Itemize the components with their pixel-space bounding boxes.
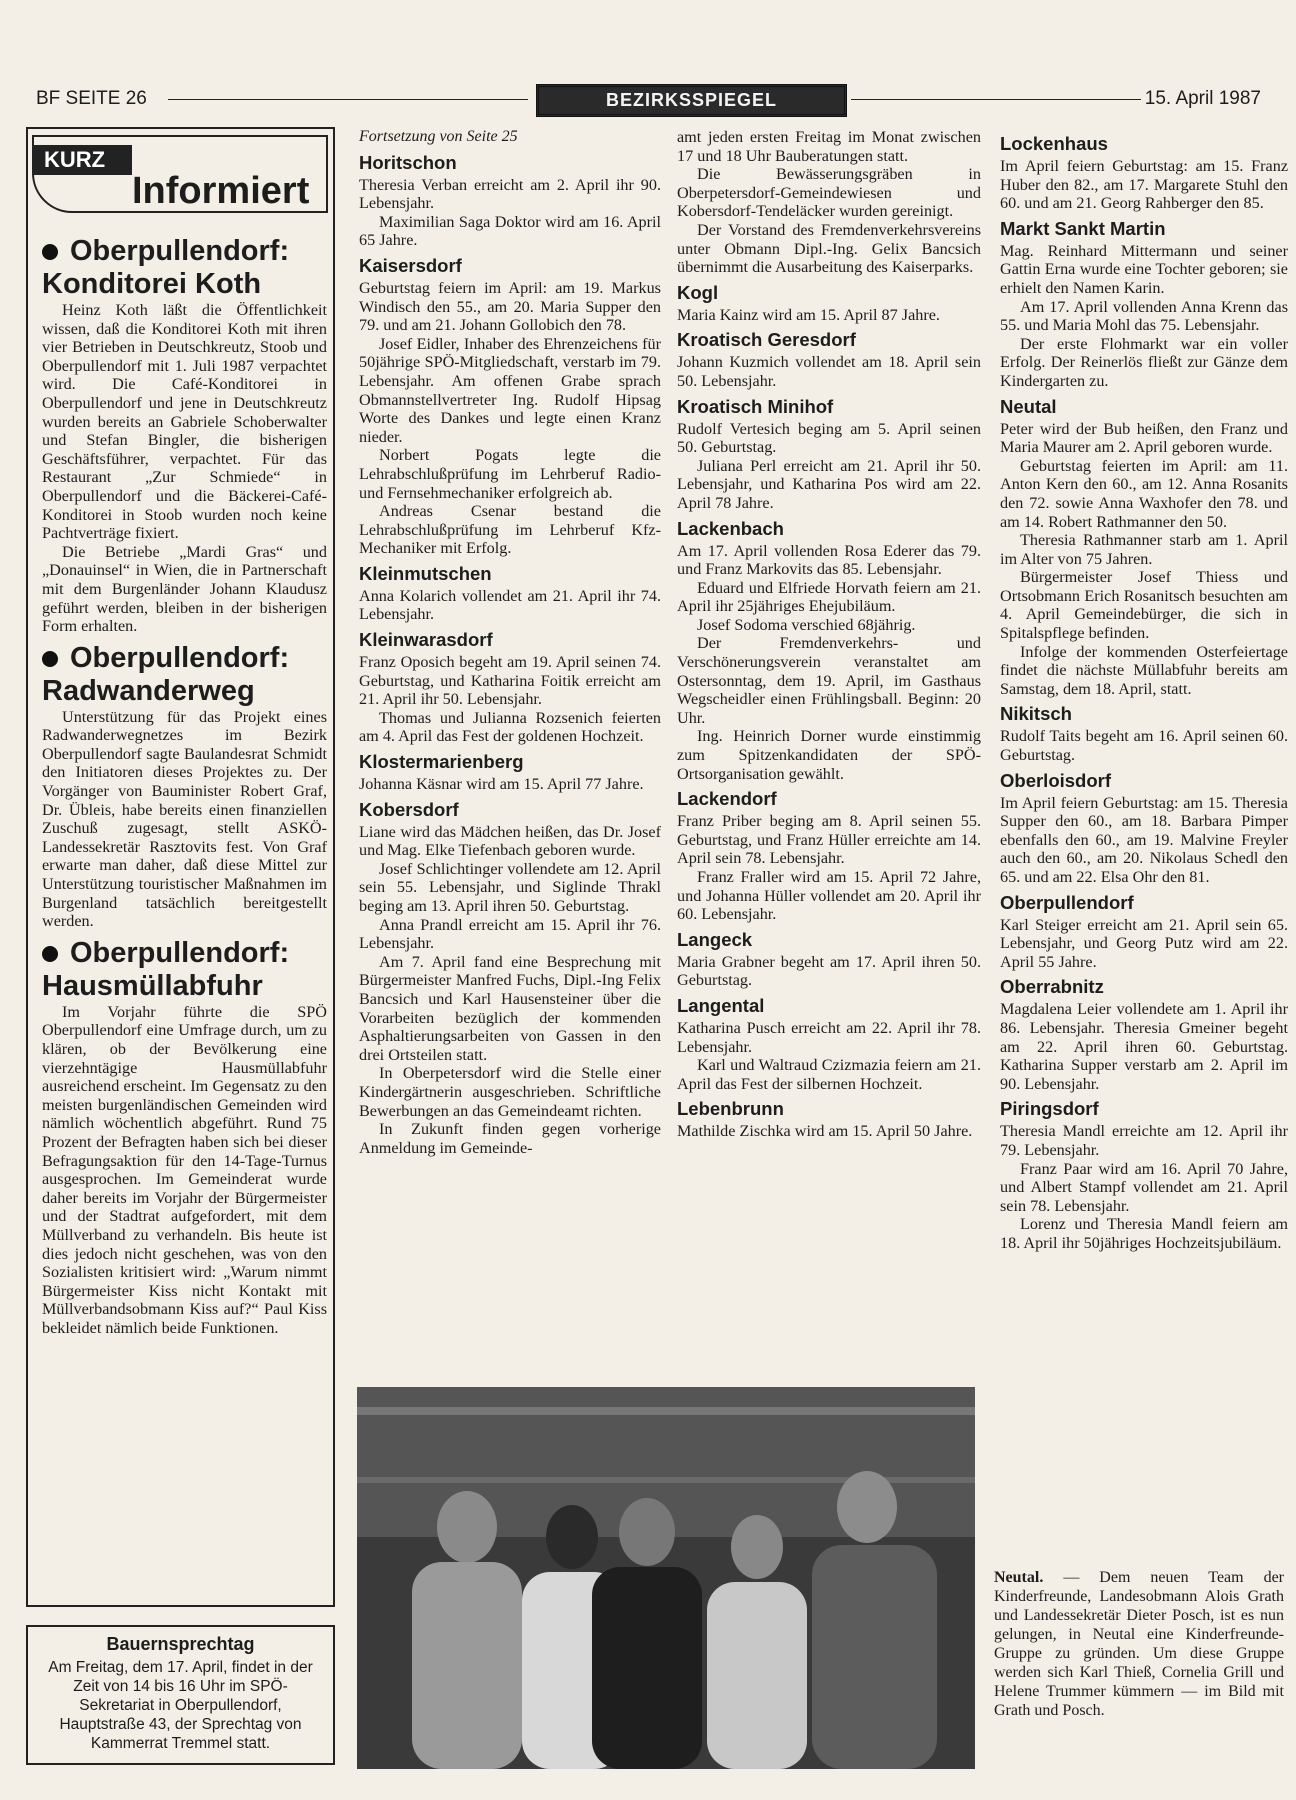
article-paragraph: Im April feiern Geburtstag: am 15. Theresia Supper den 60., am 18. Barbara Pimper ebenfalls den 60., am 19. Malvine Freyler auch den 60., am 20. Nikolaus Schedl den 65. und am 22. Elsa Ohr den 81.	[1000, 793, 1288, 886]
article-paragraph: Unterstützung für das Projekt eines Radwanderwegnetzes im Bezirk Oberpullendorf sagte Baulandesrat Schmidt den Initiatoren dieses Projektes zu. Der Vorgänger von Bauminister Robert Graf, Dr. Übleis, habe bereits einen finanziellen Zuschuß zugesagt, stellt ASKÖ-Landessekretär Rasztovits fest. Von Graf erwarte man daher, daß diese Mittel zur Unterstützung touristischer Maßnahmen im Burgenland tatsächlich bereitgestellt werden.	[42, 707, 327, 931]
location-heading: Piringsdorf	[1000, 1098, 1099, 1120]
location-heading: Langeck	[677, 928, 753, 950]
page-header	[36, 84, 1261, 114]
location-heading: Lackenbach	[677, 517, 784, 539]
article-paragraph: Bürgermeister Josef Thiess und Ortsobmann Erich Rosanitsch besuchten am 4. April Gemeindebürger, die sich in Spitalspflege befinden.	[1000, 568, 1288, 643]
article-paragraph: Magdalena Leier vollendete am 1. April ihr 86. Lebensjahr. Theresia Gmeiner begeht am 22. April ihren 60. Geburtstag. Katharina Supper verstarb am 2. April im 90. Lebensjahr.	[1000, 1000, 1288, 1093]
continuation-note: Fortsetzung von Seite 25	[359, 128, 518, 145]
article-paragraph: Liane wird das Mädchen heißen, das Dr. Josef und Mag. Elke Tiefenbach geboren wurde.	[359, 822, 661, 860]
location-heading: Kogl	[677, 281, 719, 303]
location-heading: Kroatisch Minihof	[677, 395, 834, 417]
location-heading: Oberrabnitz	[1000, 976, 1104, 998]
article-paragraph: Mag. Reinhard Mittermann und seiner Gattin Erna wurde eine Tochter geboren; sie erhielt den Namen Karin.	[1000, 241, 1288, 297]
location-heading: Klostermarienberg	[359, 751, 524, 773]
article-paragraph: Geburtstag feiern im April: am 19. Markus Windisch den 55., am 20. Maria Supper den 79. und am 21. Johann Gollobich den 78.	[359, 278, 661, 335]
article-paragraph: Am 7. April fand eine Besprechung mit Bürgermeister Manfred Fuchs, Dipl.-Ing Felix Bancsich und Karl Hausensteiner über die Vorarbeiten bezüglich der kommenden Asphaltierungsarbeiten von Gassen in den drei Ortsteilen statt.	[359, 952, 661, 1064]
location-heading: Kroatisch Geresdorf	[677, 329, 856, 351]
article-headline: Oberpullendorf: Hausmüllabfuhr	[42, 936, 290, 1002]
article-paragraph: Johann Kuzmich vollendet am 18. April sein 50. Lebensjahr.	[677, 353, 981, 390]
article-paragraph: Maria Grabner begeht am 17. April ihren 50. Geburtstag.	[677, 952, 981, 990]
location-heading: Lockenhaus	[1000, 133, 1108, 154]
article-paragraph: Mathilde Zischka wird am 15. April 50 Jahre.	[677, 1122, 973, 1141]
kurz-informiert-box	[26, 127, 335, 1607]
article-paragraph: Josef Schlichtinger vollendete am 12. April sein 55. Lebensjahr, und Siglinde Thrakl beging am 13. April ihren 50. Geburtstag.	[359, 859, 661, 915]
article-paragraph: Am 17. April vollenden Rosa Ederer das 79. und Franz Markovits das 85. Lebensjahr.	[677, 541, 981, 579]
bullet-icon	[42, 946, 58, 962]
article-paragraph: Der erste Flohmarkt war ein voller Erfolg. Der Reinerlös fließt zur Gänze dem Kindergarten zu.	[1000, 334, 1288, 390]
article-paragraph: Karl Steiger erreicht am 21. April sein 65. Lebensjahr, und Georg Putz wird am 22. April 55 Jahre.	[1000, 915, 1288, 971]
article-paragraph: Franz Oposich begeht am 19. April seinen 74. Geburtstag, und Katharina Foitik erreicht am 21. April ihr 50. Lebensjahr.	[359, 653, 661, 709]
article-paragraph: Maximilian Saga Doktor wird am 16. April 65 Jahre.	[359, 212, 661, 250]
article-paragraph: Franz Fraller wird am 15. April 72 Jahre, und Johanna Hüller vollendet am 20. April ihr 60. Lebensjahr.	[677, 868, 981, 924]
article-headline: Oberpullendorf: Radwanderweg	[42, 641, 290, 707]
article-paragraph: Norbert Pogats legte die Lehrabschlußprüfung im Lehrberuf Radio- und Fernsehmechaniker erfolgreich ab.	[359, 446, 661, 502]
article-paragraph: Theresia Mandl erreichte am 12. April ihr 79. Lebensjahr.	[1000, 1122, 1288, 1159]
article-paragraph: Anna Kolarich vollendet am 21. April ihr 74. Lebensjahr.	[359, 586, 661, 624]
article-headline: Oberpullendorf: Konditorei Koth	[42, 235, 290, 300]
location-heading: Kleinwarasdorf	[359, 629, 493, 651]
kurz-articles	[42, 229, 327, 1338]
location-heading: Oberloisdorf	[1000, 769, 1112, 791]
location-heading: Lebenbrunn	[677, 1098, 784, 1120]
location-heading: Kobersdorf	[359, 798, 459, 820]
article-paragraph: Heinz Koth läßt die Öffentlichkeit wissen, daß die Konditorei Koth mit ihren vier Betrieben in Deutschkreutz, Stoob und Oberpullendorf mit 1. Juli 1987 verpachtet wird. Die Café-Konditorei in Oberpullendorf und jene in Deutschkreutz wurden bereits an Gabriele Schoberwalter und Stefan Bingler, die bisherigen Geschäftsführer, verpachtet. Für das Restaurant „Zur Schmiede“ in Oberpullendorf und die Bäckerei-Café-Konditorei in Stoob wurden noch keine Pachtverträge fixiert.	[42, 301, 327, 543]
article-paragraph: Andreas Csenar bestand die Lehrabschlußprüfung im Lehrberuf Kfz-Mechaniker mit Erfolg.	[359, 502, 661, 558]
bullet-icon	[42, 244, 58, 260]
column-4	[1000, 128, 1288, 1253]
article-paragraph: Der Vorstand des Fremdenverkehrsvereins unter Obmann Dipl.-Ing. Gelix Bancsich übernimmt die Ausarbeitung des Kaiserparks.	[677, 220, 981, 277]
column-3	[677, 128, 981, 1141]
article-paragraph: Karl und Waltraud Czizmazia feiern am 21. April das Fest der silbernen Hochzeit.	[677, 1056, 981, 1093]
article-paragraph: Thomas und Julianna Rozsenich feierten am 4. April das Fest der goldenen Hochzeit.	[359, 708, 661, 746]
location-heading: Langental	[677, 994, 765, 1016]
location-heading: Neutal	[1000, 395, 1057, 417]
article-paragraph: Franz Priber beging am 8. April seinen 55. Geburtstag, und Franz Hüller erreichte am 14. April sein 78. Lebensjahr.	[677, 812, 981, 868]
column-2	[359, 128, 661, 1157]
article-paragraph: Die Bewässerungsgräben in Oberpetersdorf-Gemeindewiesen und Kobersdorf-Tendeläcker wurden gereinigt.	[677, 165, 981, 221]
article-paragraph: In Zukunft finden gegen vorherige Anmeldung im Gemeinde-	[359, 1120, 661, 1157]
article-paragraph: Franz Paar wird am 16. April 70 Jahre, und Albert Stampf vollendet am 21. April sein 78. Lebensjahr.	[1000, 1159, 1288, 1215]
page-number: BF SEITE 26	[36, 88, 147, 109]
location-heading: Kaisersdorf	[359, 254, 462, 276]
logo-informiert: Informiert	[132, 170, 310, 212]
article-paragraph: Maria Kainz wird am 15. April 87 Jahre.	[677, 305, 940, 324]
article-paragraph: In Oberpetersdorf wird die Stelle einer Kindergärtnerin ausgeschrieben. Schriftliche Bewerbungen an das Gemeindeamt richten.	[359, 1064, 661, 1120]
article-paragraph: Eduard und Elfriede Horvath feiern am 21. April ihr 25jähriges Ehejubiläum.	[677, 578, 981, 616]
article-paragraph: Theresia Verban erreicht am 2. April ihr 90. Lebensjahr.	[359, 175, 661, 213]
article-paragraph: Geburtstag feierten im April: am 11. Anton Kern den 60., am 12. Anna Rosanits den 72. sowie Anna Waxhofer den 78. und am 14. Robert Rathmanner den 50.	[1000, 456, 1288, 531]
article-paragraph: amt jeden ersten Freitag im Monat zwischen 17 und 18 Uhr Bauberatungen statt.	[677, 128, 981, 165]
bauernsprechtag-title: Bauernsprechtag	[106, 1634, 255, 1654]
article-paragraph: Der Fremdenverkehrs- und Verschönerungsverein veranstaltet am Ostersonntag, dem 19. April, im Gasthaus Wegscheidler einen Frühlingsball. Beginn: 20 Uhr.	[677, 634, 981, 727]
article-paragraph: Im Vorjahr führte die SPÖ Oberpullendorf eine Umfrage durch, um zu klären, ob der Bevölkerung eine vierzehntägige Hausmüllabfuhr ausreichend erscheint. Im Gegensatz zu den meisten burgenländischen Gemeinden wird nämlich wöchentlich abgeführt. Rund 75 Prozent der Befragten haben sich bei dieser Befragungsaktion für den 14-Tage-Turnus ausgesprochen. Im Gemeinderat wurde daher bereits im Vorjahr der Bürgermeister und der Stadtrat aufgefordert, mit dem Müllverband zu verhandeln. Bis heute ist dies jedoch nicht geschehen, was von den Sozialisten kritisiert wird: „Warum nimmt Bürgermeister Kiss nicht Kontakt mit Müllverbandsobmann Kiss auf?“ Paul Kiss bekleidet nämlich beide Funktionen.	[42, 1002, 327, 1337]
bauernsprechtag-box	[26, 1625, 335, 1765]
bauernsprechtag-text: Am Freitag, dem 17. April, findet in der Zeit von 14 bis 16 Uhr im SPÖ-Sekretariat in Oberpullendorf, Hauptstraße 43, der Sprechtag von Kammerrat Tremmel statt.	[48, 1659, 313, 1752]
kurz-informiert-logo	[32, 135, 328, 217]
header-rule-left	[168, 99, 528, 100]
article-paragraph: Josef Sodoma verschied 68jährig.	[697, 615, 916, 634]
article-paragraph: Ing. Heinrich Dorner wurde einstimmig zum Spitzenkandidaten der SPÖ-Ortsorganisation gewählt.	[677, 727, 981, 783]
article-paragraph: Am 17. April vollenden Anna Krenn das 55. und Maria Mohl das 75. Lebensjahr.	[1000, 297, 1288, 335]
header-rule-right	[851, 99, 1141, 100]
caption-lead: Neutal.	[994, 1569, 1044, 1586]
location-heading: Lackendorf	[677, 788, 777, 810]
article-paragraph: Johanna Käsnar wird am 15. April 77 Jahre.	[359, 775, 644, 794]
issue-date: 15. April 1987	[1144, 88, 1261, 109]
location-heading: Horitschon	[359, 151, 457, 173]
caption-text: — Dem neuen Team der Kinderfreunde, Landesobmann Alois Grath und Landessekretär Dieter Posch, ist es nun gelungen, in Neutal eine Kinderfreunde-Gruppe zu gründen. Um diese Gruppe werden sich Karl Thieß, Cornelia Grill und Helene Trummer kümmern — im Bild mit Grath und Posch.	[994, 1569, 1284, 1719]
article-paragraph: Katharina Pusch erreicht am 22. April ihr 78. Lebensjahr.	[677, 1018, 981, 1056]
article-paragraph: Rudolf Taits begeht am 16. April seinen 60. Geburtstag.	[1000, 727, 1288, 765]
location-heading: Nikitsch	[1000, 703, 1072, 725]
logo-kurz: KURZ	[32, 145, 132, 175]
group-photo-image	[357, 1387, 975, 1769]
article-paragraph: Juliana Perl erreicht am 21. April ihr 50. Lebensjahr, und Katharina Pos wird am 22. April 78 Jahre.	[677, 456, 981, 512]
photo-caption	[994, 1568, 1284, 1720]
location-heading: Markt Sankt Martin	[1000, 217, 1166, 239]
news-photo	[357, 1387, 975, 1769]
article-paragraph: Anna Prandl erreicht am 15. April ihr 76. Lebensjahr.	[359, 915, 661, 953]
bullet-icon	[42, 651, 58, 667]
article-paragraph: Lorenz und Theresia Mandl feiern am 18. April ihr 50jähriges Hochzeitsjubiläum.	[1000, 1215, 1288, 1252]
article-paragraph: Rudolf Vertesich beging am 5. April seinen 50. Geburtstag.	[677, 419, 981, 457]
article-paragraph: Die Betriebe „Mardi Gras“ und „Donauinsel“ in Wien, die in Partnerschaft mit dem Burgenländer Johann Klaudusz geführt werden, bleiben in der bisherigen Form erhalten.	[42, 542, 327, 636]
article-paragraph: Peter wird der Bub heißen, den Franz und Maria Maurer am 2. April geboren wurde.	[1000, 419, 1288, 457]
article-paragraph: Josef Eidler, Inhaber des Ehrenzeichens für 50jährige SPÖ-Mitgliedschaft, verstarb im 79. Lebensjahr. Am offenen Grabe sprach Obmannstellvertreter Ing. Rudolf Hipsag Worte des Dankes und legte einen Kranz nieder.	[359, 334, 661, 446]
article-paragraph: Theresia Rathmanner starb am 1. April im Alter von 75 Jahren.	[1000, 531, 1288, 568]
article-paragraph: Im April feiern Geburtstag: am 15. Franz Huber den 82., am 17. Margarete Stuhl den 60. und am 21. Georg Rahberger den 85.	[1000, 157, 1288, 213]
section-title: BEZIRKSSPIEGEL	[536, 84, 847, 117]
article-paragraph: Infolge der kommenden Osterfeiertage findet die nächste Müllabfuhr bereits am Samstag, dem 18. April, statt.	[1000, 642, 1288, 698]
location-heading: Oberpullendorf	[1000, 891, 1134, 913]
location-heading: Kleinmutschen	[359, 562, 492, 584]
